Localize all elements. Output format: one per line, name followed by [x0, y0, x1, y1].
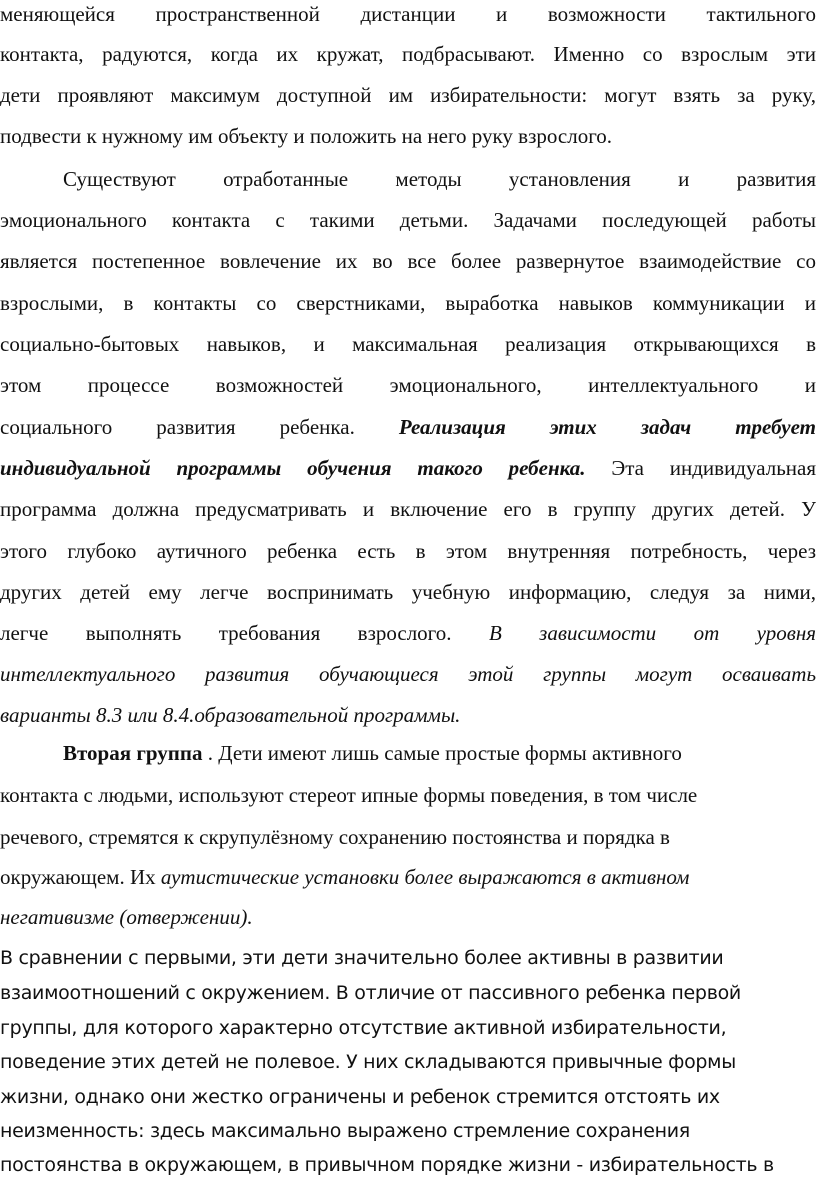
- text-segment: подвести к нужному им объекту и положить на него руку взрослого.: [0, 124, 613, 148]
- text-line: [0, 979, 816, 1007]
- text-segment: эмоционального контакта с такими детьми. Задачами последующей работы: [0, 208, 816, 232]
- text-segment: контакта с людьми, используют стереот ипные формы поведения, в том числе: [0, 783, 698, 807]
- text-line: [0, 289, 816, 317]
- text-line: [0, 944, 816, 972]
- text-line: [0, 0, 816, 28]
- text-segment: этом процессе возможностей эмоционального, интеллектуального и: [0, 373, 816, 397]
- text-segment: меняющейся пространственной дистанции и возможности тактильного: [0, 2, 816, 26]
- text-segment: поведение этих детей не полевое. У них складываются привычные формы: [0, 1051, 736, 1073]
- text-line: [0, 1048, 816, 1076]
- text-segment: взаимоотношений с окружением. В отличие от пассивного ребенка первой: [0, 982, 741, 1004]
- text-line: [0, 537, 816, 565]
- text-line: [0, 823, 816, 851]
- text-line: [0, 903, 816, 931]
- text-segment: Эта индивидуальная: [585, 456, 816, 480]
- text-segment: неизменность: здесь максимально выражено стремление сохранения: [0, 1120, 690, 1142]
- text-segment: окружающем. Их: [0, 865, 161, 889]
- text-segment: В зависимости от уровня: [488, 621, 816, 645]
- text-segment: интеллектуального развития обучающиеся этой группы могут осваивать: [0, 662, 816, 686]
- text-segment: Существуют отработанные методы установления и развития: [63, 167, 816, 191]
- text-segment: постоянства в окружающем, в привычном порядке жизни - избирательность в: [0, 1154, 774, 1176]
- text-line: [0, 495, 816, 523]
- text-line: [0, 371, 816, 399]
- text-segment: аутистические установки более выражаются в активном: [160, 865, 690, 889]
- text-line: [0, 330, 816, 358]
- text-segment: варианты 8.3 или 8.4.образовательной программы.: [0, 703, 461, 727]
- text-segment: речевого, стремятся к скрупулёзному сохранению постоянства и порядка в: [0, 825, 670, 849]
- text-line: [0, 122, 816, 150]
- text-segment: взрослыми, в контакты со сверстниками, выработка навыков коммуникации и: [0, 291, 816, 315]
- text-line: [0, 454, 816, 482]
- text-segment: дети проявляют максимум доступной им избирательности: могут взять за руку,: [0, 83, 816, 107]
- text-line: [0, 578, 816, 606]
- text-segment: жизни, однако они жестко ограничены и ребенок стремится отстоять их: [0, 1086, 720, 1108]
- text-segment: негативизме (отвержении).: [0, 905, 253, 929]
- text-segment: является постепенное вовлечение их во все более развернутое взаимодействие со: [0, 249, 816, 273]
- text-segment: легче выполнять требования взрослого.: [0, 621, 489, 645]
- text-segment: программа должна предусматривать и включение его в группу других детей. У: [0, 497, 816, 521]
- text-segment: Реализация этих задач требует: [398, 415, 816, 439]
- text-line: [0, 81, 816, 109]
- text-segment: Вторая группа: [63, 741, 203, 765]
- text-segment: социально-бытовых навыков, и максимальная реализация открывающихся в: [0, 332, 816, 356]
- text-segment: этого глубоко аутичного ребенка есть в этом внутренняя потребность, через: [0, 539, 816, 563]
- text-segment: . Дети имеют лишь самые простые формы активного: [202, 741, 682, 765]
- text-line: [0, 863, 816, 891]
- text-line: [0, 1083, 816, 1111]
- text-segment: других детей ему легче воспринимать учебную информацию, следуя за ними,: [0, 580, 816, 604]
- text-line: [0, 247, 816, 275]
- text-line: [0, 701, 816, 729]
- text-segment: контакта, радуются, когда их кружат, подбрасывают. Именно со взрослым эти: [0, 42, 816, 66]
- text-line: [0, 40, 816, 68]
- text-line: [0, 1117, 816, 1145]
- text-line: [0, 1151, 816, 1179]
- text-line: [0, 413, 816, 441]
- text-line: [0, 619, 816, 647]
- text-segment: социального развития ребенка.: [0, 415, 399, 439]
- text-line: [0, 1014, 816, 1042]
- text-line: [0, 781, 816, 809]
- text-segment: В сравнении с первыми, эти дети значительно более активны в развитии: [0, 947, 724, 969]
- text-line: [0, 739, 816, 767]
- text-line: [0, 660, 816, 688]
- text-line: [0, 165, 816, 193]
- text-line: [0, 206, 816, 234]
- text-segment: индивидуальной программы обучения такого ребенка.: [0, 456, 586, 480]
- text-segment: группы, для которого характерно отсутствие активной избирательности,: [0, 1017, 727, 1039]
